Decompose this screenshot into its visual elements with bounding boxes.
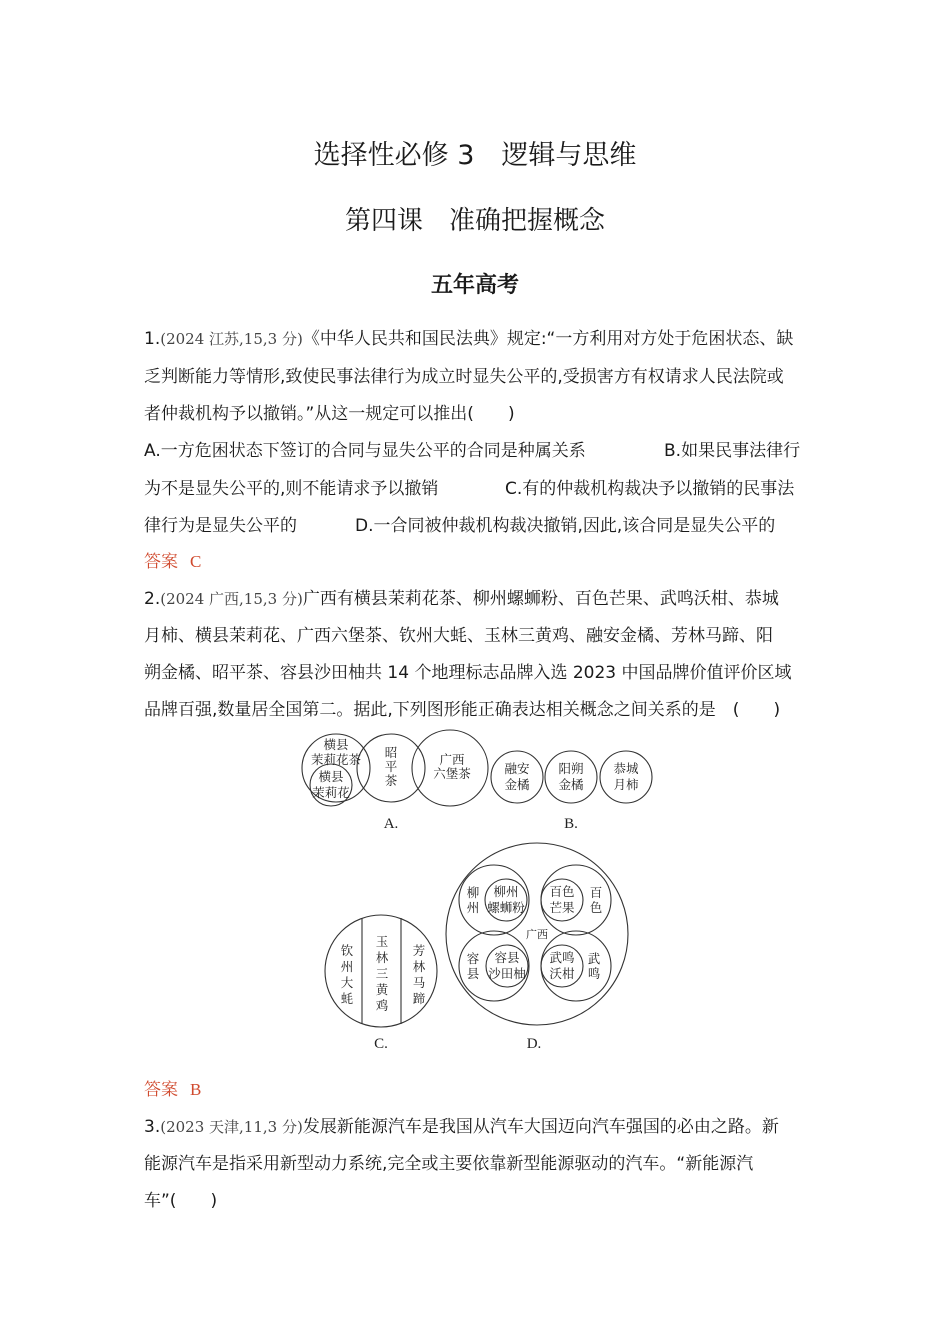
book-title: 选择性必修 3 逻辑与思维 — [313, 140, 637, 171]
q2-answer-value: B — [190, 1080, 202, 1099]
fig-b2-top: 阳朔 — [558, 761, 584, 776]
fig-c-mid-char: 鸡 — [375, 998, 389, 1013]
fig-d-circle-baise — [541, 865, 611, 935]
fig-d-luosifen-top: 柳州 — [493, 884, 519, 899]
fig-a-outer-bottom: 茉莉花茶 — [310, 752, 362, 767]
fig-d-liuzhou-1: 柳 — [466, 885, 480, 900]
fig-d-center: 广西 — [526, 928, 548, 941]
section-title: 五年高考 — [430, 273, 519, 298]
q2-answer: 答案 B — [144, 1080, 202, 1100]
q2-number: 2. — [144, 589, 161, 609]
q1-option-b: B.如果民事法律行 — [664, 441, 801, 461]
fig-b-circle-yangshuo — [545, 751, 597, 803]
fig-a-circle-jasmine-tea — [302, 734, 370, 802]
fig-b2-bottom: 金橘 — [558, 777, 584, 792]
fig-c-left-char: 大 — [340, 975, 354, 990]
q2-line-2: 月柿、横县茉莉花、广西六堡茶、钦州大蚝、玉林三黄鸡、融安金橘、芳林马蹄、阳 — [144, 626, 773, 646]
q2-line-3: 朔金橘、昭平茶、容县沙田柚共 14 个地理标志品牌入选 2023 中国品牌价值评价区域 — [144, 663, 792, 683]
fig-c-mid-text — [376, 934, 389, 1013]
fig-c-mid-char: 林 — [375, 950, 389, 965]
fig-c-left-text — [341, 943, 354, 1006]
fig-c-mid-char: 玉 — [375, 934, 389, 949]
fig-d-circle-guangxi — [446, 843, 628, 1025]
fig-b1-bottom: 金橘 — [504, 777, 530, 792]
q1-option-c: C.有的仲裁机构裁决予以撤销的民事法 — [505, 479, 795, 499]
fig-d-pomelo-bottom: 沙田柚 — [488, 966, 526, 981]
fig-a-right-top: 广西 — [439, 752, 465, 767]
q3-line-3: 车”( ) — [144, 1191, 218, 1211]
fig-b-circle-gongcheng — [600, 751, 652, 803]
fig-a-circle-zhaoping — [357, 734, 425, 802]
fig-b-circle-rongan — [491, 751, 543, 803]
fig-d-wuming-1: 武 — [587, 951, 601, 966]
fig-d-mango-bottom: 芒果 — [549, 900, 575, 915]
fig-d-rongxian-2: 县 — [466, 966, 480, 981]
q3-number: 3. — [144, 1117, 161, 1137]
fig-c-right-text — [413, 943, 426, 1006]
fig-d-circle-wuming — [541, 931, 611, 1001]
fig-b3-top: 恭城 — [613, 761, 639, 776]
q1-answer: 答案 C — [144, 552, 202, 572]
q2-source: (2024 广西,15,3 分) — [160, 590, 303, 608]
fig-d-wuming-2: 鸣 — [587, 966, 601, 981]
fig-a-circle-jasmine — [310, 764, 352, 806]
lesson-title: 第四课 准确把握概念 — [344, 206, 605, 236]
q1-source: (2024 江苏,15,3 分) — [160, 330, 303, 348]
fig-a-mid-2: 平 — [384, 759, 398, 774]
fig-d-circle-rongxian — [459, 931, 529, 1001]
fig-c-left-char: 蚝 — [340, 991, 354, 1006]
q1-line-1: 1.(2024 江苏,15,3 分)《中华人民共和国民法典》规定:“一方利用对方处于危困状态、缺 — [144, 329, 794, 349]
fig-d-circle-pomelo — [486, 945, 528, 987]
fig-c-right-char: 芳 — [412, 943, 426, 958]
q1-option-b-cont: 为不是显失公平的,则不能请求予以撤销 — [144, 479, 439, 499]
q3-line-1: 3.(2023 天津,11,3 分)发展新能源汽车是我国从汽车大国迈向汽车强国的必由之路。新 — [144, 1117, 779, 1137]
fig-d-baise-1: 百 — [589, 885, 603, 900]
fig-a-mid-3: 茶 — [384, 773, 398, 788]
fig-a-outer-top: 横县 — [323, 737, 349, 752]
fig-d-circle-luosifen — [485, 879, 527, 921]
fig-c-mid-char: 三 — [375, 966, 389, 981]
q1-option-d: D.一合同被仲裁机构裁决撤销,因此,该合同是显失公平的 — [355, 516, 776, 536]
fig-d-circle-orange — [541, 945, 583, 987]
fig-d-luosifen-bottom: 螺蛳粉 — [487, 900, 525, 915]
fig-c-right-char: 马 — [412, 975, 426, 990]
fig-d-circle-mango — [541, 879, 583, 921]
fig-d-orange-top: 武鸣 — [549, 950, 575, 965]
fig-d-mango-top: 百色 — [549, 884, 575, 899]
fig-d-rongxian-1: 容 — [466, 951, 480, 966]
q1-line-2: 乏判断能力等情形,致使民事法律行为成立时显失公平的,受损害方有权请求人民法院或 — [144, 367, 784, 387]
fig-d-pomelo-top: 容县 — [494, 950, 520, 965]
fig-b1-top: 融安 — [504, 761, 530, 776]
fig-c-right-char: 蹄 — [412, 991, 426, 1006]
q1-option-a: A.一方危困状态下签订的合同与显失公平的合同是种属关系 — [144, 441, 586, 461]
fig-d-circle-liuzhou — [459, 865, 529, 935]
fig-a-mid-1: 昭 — [384, 745, 398, 760]
q2-line-4: 品牌百强,数量居全国第二。据此,下列图形能正确表达相关概念之间关系的是 ( ) — [144, 700, 781, 720]
fig-label-b: B. — [564, 816, 578, 832]
fig-d-liuzhou-2: 州 — [466, 900, 480, 915]
fig-label-c: C. — [374, 1036, 388, 1052]
fig-c-circle — [325, 915, 437, 1027]
q2-line-1: 2.(2024 广西,15,3 分)广西有横县茉莉花茶、柳州螺蛳粉、百色芒果、武鸣沃柑、恭城 — [144, 589, 779, 609]
fig-d-orange-bottom: 沃柑 — [549, 966, 575, 981]
q3-line-2: 能源汽车是指采用新型动力系统,完全或主要依靠新型能源驱动的汽车。“新能源汽 — [144, 1154, 754, 1174]
q1-option-c-cont: 律行为是显失公平的 — [144, 516, 297, 536]
q1-answer-value: C — [190, 552, 202, 571]
fig-c-left-char: 州 — [340, 959, 354, 974]
fig-a-inner-bottom: 茉莉花 — [312, 785, 350, 800]
q1-number: 1. — [144, 329, 161, 349]
fig-c-right-char: 林 — [412, 959, 426, 974]
fig-a-circle-liubao — [412, 730, 488, 806]
fig-a-inner-top: 横县 — [318, 769, 344, 784]
q1-line-3: 者仲裁机构予以撤销。”从这一规定可以推出( ) — [144, 404, 515, 424]
fig-d-baise-2: 色 — [589, 900, 603, 915]
fig-b3-bottom: 月柿 — [613, 777, 639, 792]
fig-c-left-char: 钦 — [340, 943, 354, 958]
fig-a-right-bottom: 六堡茶 — [433, 766, 471, 781]
q3-source: (2023 天津,11,3 分) — [160, 1118, 303, 1136]
fig-label-a: A. — [383, 816, 399, 832]
fig-c-mid-char: 黄 — [375, 982, 389, 997]
fig-label-d: D. — [526, 1036, 542, 1052]
